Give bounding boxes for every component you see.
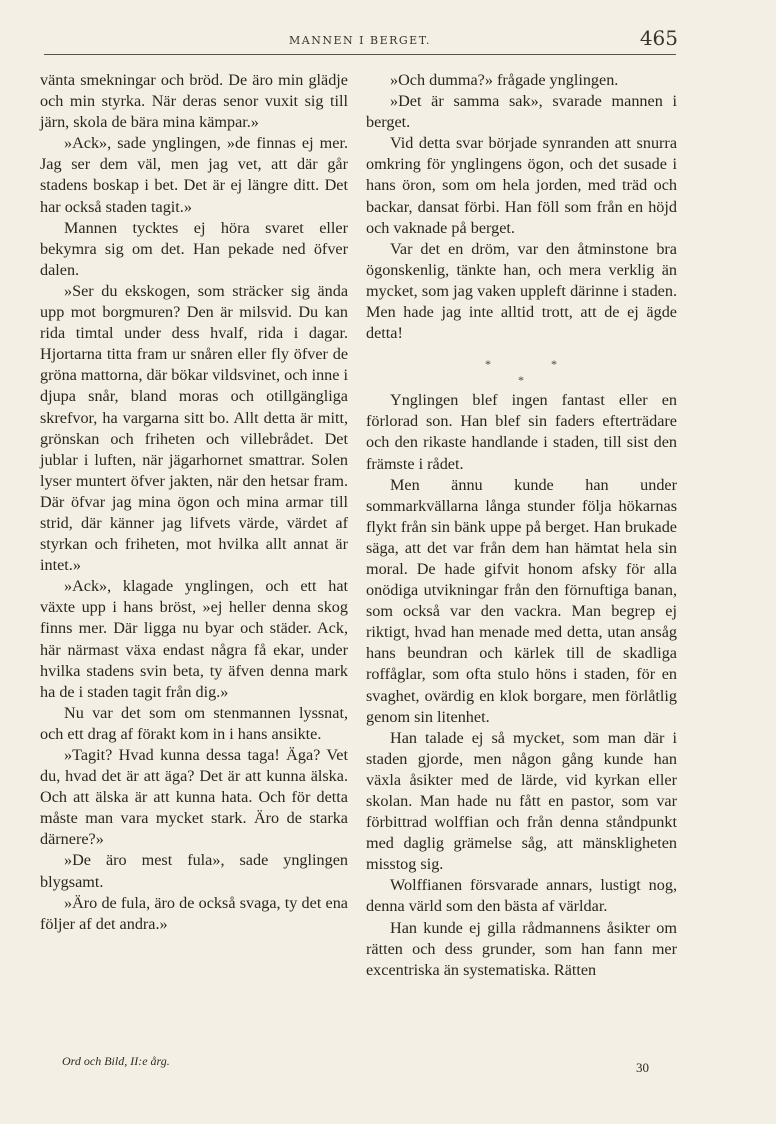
right-column-top (366, 70, 677, 344)
paragraph: »Äro de fula, äro de också svaga, ty det ena följer af det andra.» (40, 893, 348, 933)
left-column (40, 70, 348, 935)
asterism-star-bottom: * (518, 373, 524, 388)
paragraph: »Och dumma?» frågade ynglingen. (390, 71, 619, 89)
signature-mark: 30 (636, 1060, 649, 1075)
paragraph: Wolffianen försvarade annars, lustigt nog, denna värld som den bästa af världar. (366, 876, 677, 916)
right-column (366, 70, 677, 981)
right-column-bottom (366, 390, 677, 981)
paragraph: »Det är samma sak», svarade mannen i berget. (366, 92, 677, 132)
paragraph: »Tagit? Hvad kunna dessa taga! Äga? Vet du, hvad det är att äga? Det är att kunna älska. Och att älska är att kunna hata. Och för detta måste man vara mycket stark. Äro de starka därnere?» (40, 746, 348, 849)
running-title: MANNEN I BERGET. (289, 34, 431, 47)
footer-source: Ord och Bild, II:e årg. (62, 1054, 170, 1068)
paragraph: »Ack», sade ynglingen, »de finnas ej mer. Jag ser dem väl, men jag vet, att där går stadens boskap i bet. Det är ej längre ditt. Det har också staden tagit.» (40, 134, 348, 216)
paragraph: Var det en dröm, var den åtminstone bra ögonskenlig, tänkte han, och mera verklig än mycket, som jag vaken uppleft därinne i staden. Men hade jag inte alltid trott, att de ej ägde detta! (366, 239, 677, 343)
page-number: 465 (639, 26, 678, 50)
running-header (44, 28, 676, 55)
paragraph: Han kunde ej gilla rådmannens åsikter om rätten och dess grunder, som han fann mer excentriska än systematiska. Rätten (366, 918, 677, 979)
asterism-star-right: * (551, 357, 557, 372)
paragraph: »De äro mest fula», sade ynglingen blygsamt. (40, 851, 348, 891)
paragraph: vänta smekningar och bröd. De äro min glädje och min styrka. När deras senor vuxit sig till järn, skola de bära mina kämpar.» (40, 71, 348, 132)
paragraph: Nu var det som om stenmannen lyssnat, och ett drag af förakt kom in i hans ansikte. (40, 703, 348, 743)
paragraph: »Ack», klagade ynglingen, och ett hat växte upp i hans bröst, »ej heller denna skog finns mer. Där ligga nu byar och städer. Ack, här närmast växa endast några få ekar, under hvilka stadens svin beta, ty äfven denna mark ha de i staden tagit från dig.» (40, 577, 348, 701)
paragraph: Vid detta svar började synranden att snurra omkring för ynglingens ögon, och det susade i hans öron, som om hela jorden, med träd och backar, dansat förbi. Han föll som från en höjd och vaknade på berget. (366, 134, 677, 237)
paragraph: Han talade ej så mycket, som man där i staden gjorde, men någon gång kunde han växla åsikter med de lärde, vid kyrkan eller skolan. Man hade nu fått en pastor, som var förbittrad wolffian och från denna ståndpunkt med daglig grämelse såg, att mänskligheten misstog sig. (366, 728, 677, 874)
paragraph: Mannen tycktes ej höra svaret eller bekymra sig om det. Han pekade ned öfver dalen. (40, 218, 348, 279)
paragraph: Men ännu kunde han under sommarkvällarna långa stunder följa hökarnas flykt från sin bänk uppe på berget. Han brukade säga, att det var från dem han hämtat hela sin moral. De hade gifvit honom afsky för alla onödiga utvikningar från den förnuftiga banan, som också var den vackra. Man begrep ej riktigt, hvad han menade med detta, utan ansåg hans beundran och kärlek till de skadliga roffåglar, som ofta stulo höns i staden, för en svaghet, ovärdig en klok borgare, men förlåtlig genom sin litenhet. (366, 475, 677, 726)
paragraph: »Ser du ekskogen, som sträcker sig ända upp mot borgmuren? Den är milsvid. Du kan rida timtal under dess hvalf, rida i dagar. Hjortarna titta fram ur snåren eller fly öfver de gröna mattorna, där bökar vildsvinet, och inne i djupa snår, bland moras och otillgängliga skrefvor, ha vargarna sitt bo. Allt detta är mitt, grönskan och friheten och villebrådet. Det jublar i luften, när jägarhornet smattrar. Solen lyser muntert öfver jakten, när den hetsar fram. Där öfvar jag mina ögon och mina armar till strid, där känner jag lifvets värde, värdet af styrkan och friheten, mot hvilka allt annat är intet.» (40, 281, 348, 575)
asterism-star-left: * (485, 357, 491, 372)
paragraph: Ynglingen blef ingen fantast eller en förlorad son. Han blef sin faders efterträdare och den rikaste handlande i staden, till sist den främste i rådet. (366, 391, 677, 473)
asterism (366, 344, 677, 390)
